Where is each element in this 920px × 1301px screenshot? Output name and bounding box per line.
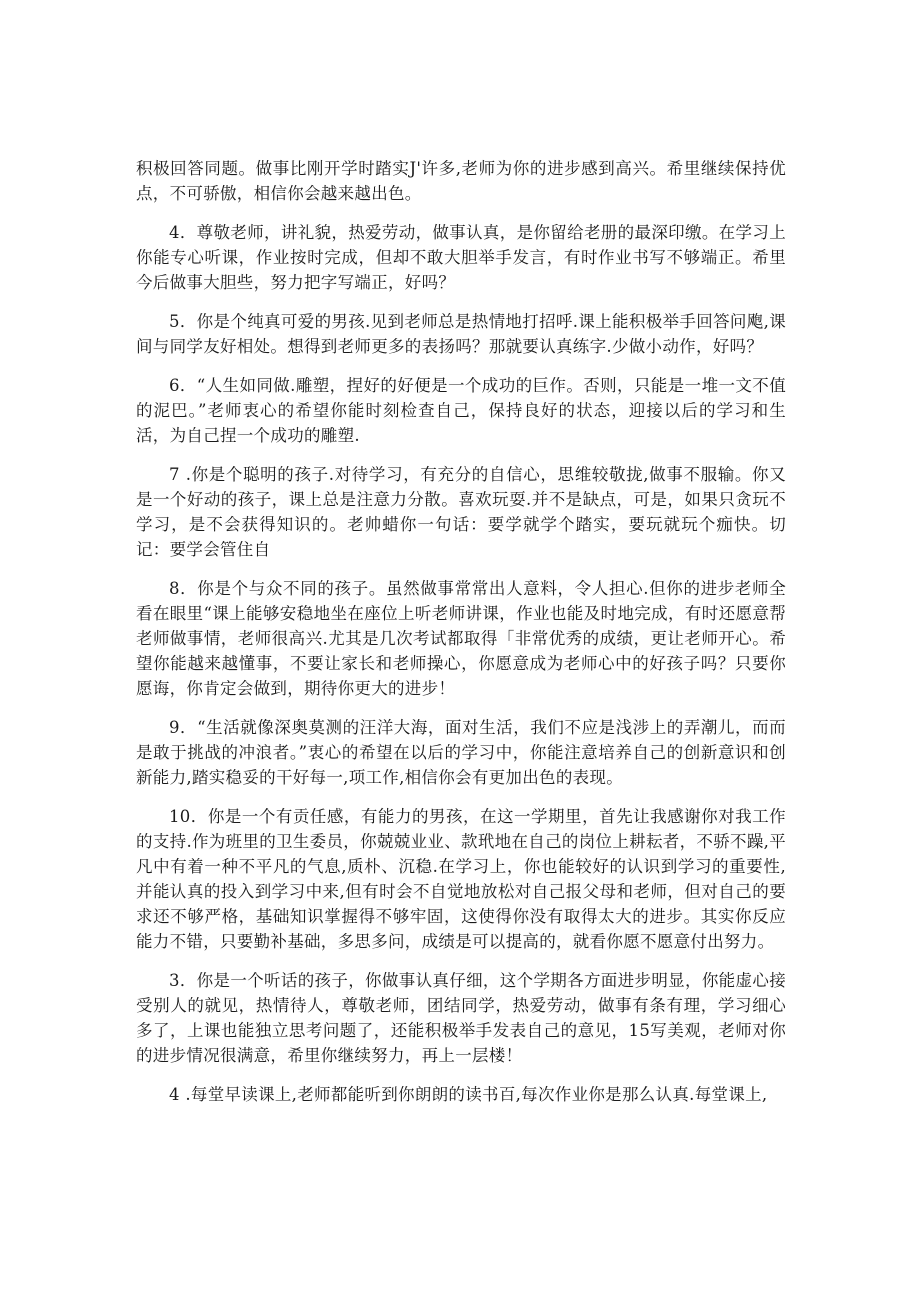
paragraph-comment-5: 5．你是个纯真可爱的男孩.见到老师总是热情地打招呼.课上能积极举手回答问飑,课间与同学友好相处。想得到老师更多的表扬吗？那就要认真练字.少做小动作，好吗？	[136, 312, 786, 356]
paragraph-comment-10: 10．你是一个有贡任感，有能力的男孩，在这一学期里，首先让我感谢你对我工作的支持.作为班里的卫生委员，你兢兢业业、款玳地在自己的岗位上耕耘者，不骄不躁,平凡中有着一种不平凡的气息,质朴、沉稳.在学习上，你也能较好的认识到学习的重要性,并能认真的投入到学习中来,但有时会不自觉地放松对自己报父母和老师，但对自己的要求还不够严格，基础知识掌握得不够牢固，这使得你没有取得太大的进步。其实你反应能力不错，只要勤补基础，多思多问，成绩是可以提高的，就看你愿不愿意付出努力。	[136, 807, 786, 951]
paragraph-comment-9: 9．“生活就像深奥莫测的汪洋大海，面对生活，我们不应是浅涉上的弄潮儿，而而是敢于挑战的冲浪者。”衷心的希望在以后的学习中，你能注意培养自己的创新意识和创新能力,踏实稳妥的干好每一,项工作,相信你会有更加出色的表现。	[136, 718, 786, 787]
paragraph-comment-3: 3．你是一个听话的孩子，你做事认真仔细，这个学期各方面进步明显，你能虚心接受别人的就见，热情待人，尊敬老师，团结同学，热爱劳动，做事有条有理，学习细心多了，上课也能独立思考问题了，还能积极举手发表自己的意见，15写美观，老师对你的进步情况很满意，希里你继续努力，再上一层楼！	[136, 971, 786, 1065]
paragraph-comment-4b: 4 .每堂早读课上,老师都能听到你朗朗的读书百,每次作业你是那么认真.每堂课上,	[169, 1085, 768, 1104]
paragraph-continuation: 积极回答同题。做事比刚开学时踏实J'许多,老师为你的进步感到高兴。希里继续保持优点，不可骄傲，相信你会越来越出色。	[136, 159, 786, 203]
paragraph-comment-7: 7 .你是个聪明的孩子.对待学习，有充分的自信心，思维较敬拢,做事不服输。你又是一个好动的孩子，课上总是注意力分散。喜欢玩耍.并不是缺点，可是，如果只贪玩不学习，是不会获得知识的。老帅蜡你一句话：要学就学个踏实，要玩就玩个痂快。切记：要学会管住自	[136, 465, 786, 559]
paragraph-comment-4: 4．尊敬老师，讲礼貌，热爱劳动，做事认真，是你留给老册的最深印缴。在学习上你能专心听课，作业按时完成，但却不敢大胆举手发言，有时作业书写不够端正。希里今后做事大胆些，努力把字写端正，好吗？	[136, 223, 786, 292]
document-body	[136, 156, 786, 1121]
paragraph-comment-6: 6．“人生如同做.雕塑，捏好的好便是一个成功的巨作。否则，只能是一堆一文不值的泥巴。”老师衷心的希望你能时刻检查自己，保持良好的状态，迎接以后的学习和生活，为自己捏一个成功的雕塑.	[136, 376, 786, 445]
paragraph-comment-8: 8．你是个与众不同的孩子。虽然做事常常出人意料，令人担心.但你的进步老师全看在眼里“课上能够安稳地坐在座位上听老师讲课，作业也能及时地完成，有时还愿意帮老师做事情，老师很高兴.尤其是几次考试都取得「非常优秀的成绩，更让老师开心。希望你能越来越懂事，不要让家长和老师操心，你愿意成为老师心中的好孩子吗？只要你愿诲，你肯定会做到，期待你更大的进步！	[136, 579, 786, 698]
